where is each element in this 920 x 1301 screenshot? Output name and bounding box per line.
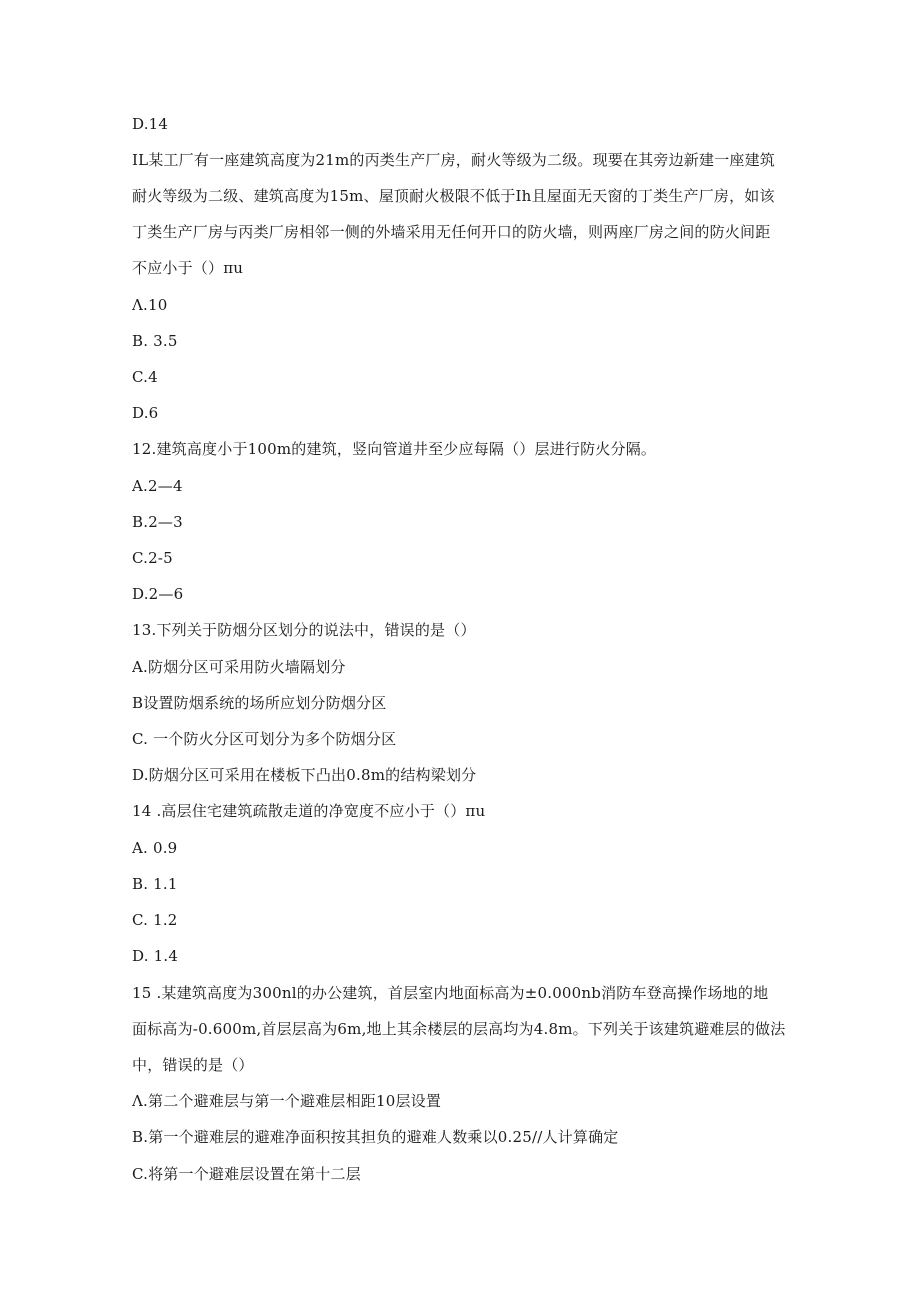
question-13: 13.下列关于防烟分区划分的说法中，错误的是（）	[132, 621, 476, 639]
question-14-option-a: A. 0.9	[132, 839, 178, 857]
question-11-line-4: 不应小于（）πu	[132, 259, 244, 277]
question-14: 14 .高层住宅建筑疏散走道的净宽度不应小于（）πu	[132, 802, 486, 820]
question-13-option-d: D.防烟分区可采用在楼板下凸出0.8m的结构梁划分	[132, 766, 477, 784]
question-12-option-d: D.2—6	[132, 585, 184, 603]
question-12: 12.建筑高度小于100m的建筑，竖向管道井至少应每隔（）层进行防火分隔。	[132, 440, 657, 458]
question-15-option-a: Λ.第二个避难层与第一个避难层相距10层设置	[132, 1092, 442, 1110]
question-11-option-a: Λ.10	[132, 296, 168, 314]
question-11-option-c: C.4	[132, 368, 158, 386]
question-14-option-c: C. 1.2	[132, 911, 178, 929]
text-line-d14: D.14	[132, 115, 169, 133]
question-12-option-a: A.2—4	[132, 477, 183, 495]
question-14-option-d: D. 1.4	[132, 947, 179, 965]
question-15-line-2: 面标高为-0.600m,首层层高为6m,地上其余楼层的层高均为4.8m。下列关于该建筑避难层的做法	[132, 1020, 786, 1038]
question-12-option-b: B.2—3	[132, 513, 183, 531]
question-11-line-3: 丁类生产厂房与丙类厂房相邻一侧的外墙采用无任何开口的防火墙，则两座厂房之间的防火间距	[132, 223, 771, 241]
question-11-line-2: 耐火等级为二级、建筑高度为15m、屋顶耐火极限不低于Ih且屋面无天窗的丁类生产厂房，如该	[132, 187, 775, 205]
question-11-option-b: B. 3.5	[132, 332, 178, 350]
question-13-option-c: C. 一个防火分区可划分为多个防烟分区	[132, 730, 397, 748]
question-15-option-c: C.将第一个避难层设置在第十二层	[132, 1165, 361, 1183]
question-12-option-c: C.2-5	[132, 549, 173, 567]
question-15-option-b: B.第一个避难层的避难净面积按其担负的避难人数乘以0.25//人计算确定	[132, 1128, 619, 1146]
question-11-option-d: D.6	[132, 404, 159, 422]
question-13-option-a: A.防烟分区可采用防火墙隔划分	[132, 658, 346, 676]
question-13-option-b: B设置防烟系统的场所应划分防烟分区	[132, 694, 387, 712]
question-15-line-3: 中，错误的是（）	[132, 1056, 254, 1074]
question-11-line-1: IL某工厂有一座建筑高度为21m的丙类生产厂房，耐火等级为二级。现要在其旁边新建一座建筑	[132, 151, 776, 169]
question-14-option-b: B. 1.1	[132, 875, 178, 893]
question-15-line-1: 15 .某建筑高度为300nl的办公建筑，首层室内地面标高为±0.000nb消防车登高操作场地的地	[132, 984, 769, 1002]
